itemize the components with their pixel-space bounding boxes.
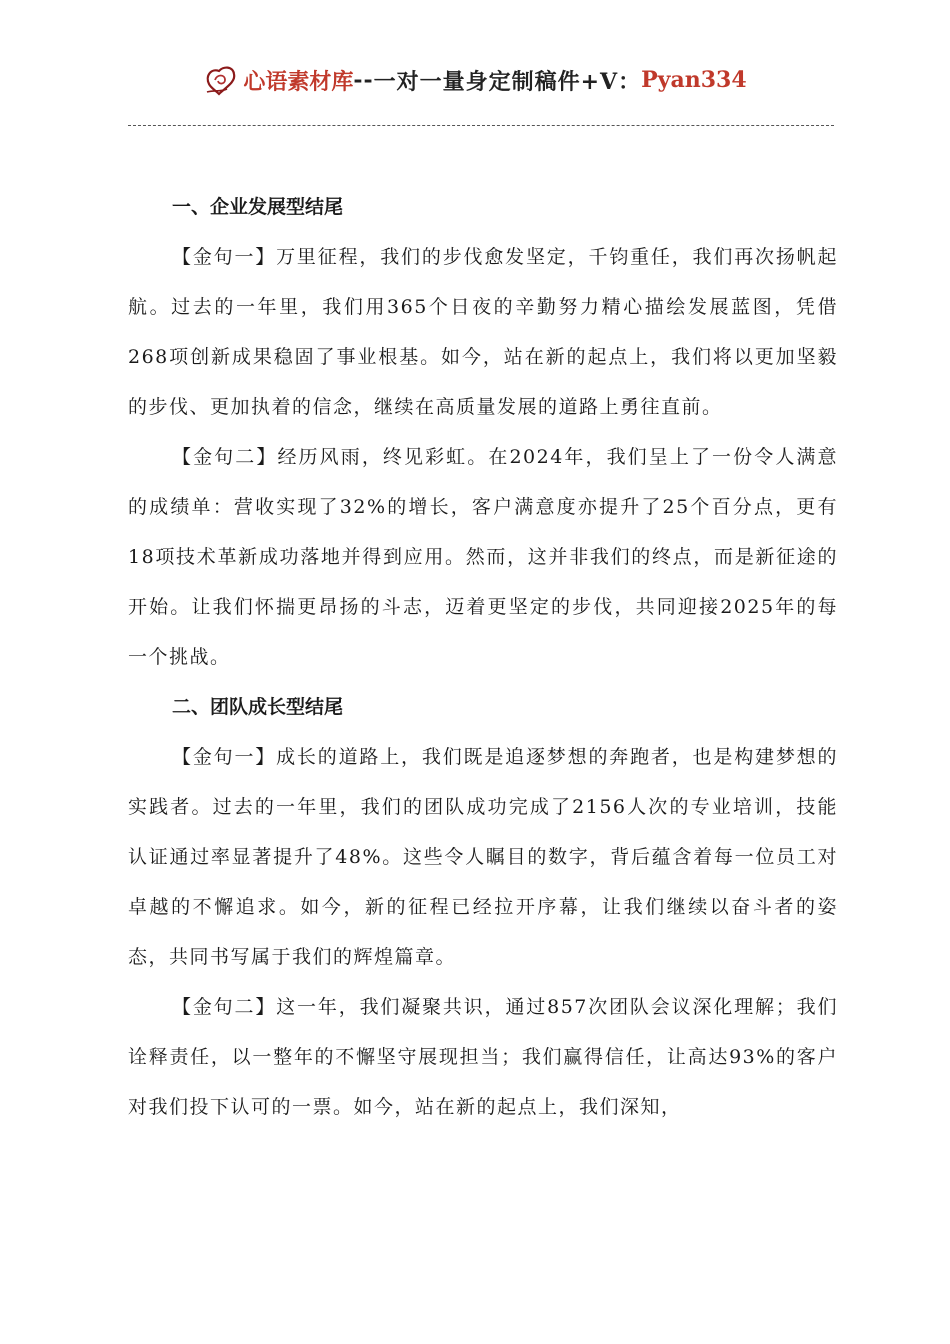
brand-name: 心语素材库 — [243, 68, 354, 95]
paragraph: 【金句二】经历风雨，终见彩虹。在2024年，我们呈上了一份令人满意的成绩单：营收实现了32%的增长，客户满意度亦提升了25个百分点，更有18项技术革新成功落地并得到应用。然而，这并非我们的终点，而是新征途的开始。让我们怀揣更昂扬的斗志，迈着更坚定的步伐，共同迎接2025年的每一个挑战。 — [128, 446, 838, 668]
header-tagline: 一对一量身定制稿件+V： — [373, 68, 642, 95]
heart-swirl-logo-icon — [203, 62, 241, 98]
paragraph: 【金句二】这一年，我们凝聚共识，通过857次团队会议深化理解；我们诠释责任，以一整年的不懈坚守展现担当；我们赢得信任，让高达93%的客户对我们投下认可的一票。如今，站在新的起点上，我们深知， — [128, 996, 838, 1118]
brand-separator: -- — [353, 67, 374, 93]
section-heading: 一、企业发展型结尾 — [172, 196, 344, 218]
paragraph: 【金句一】万里征程，我们的步伐愈发坚定，千钧重任，我们再次扬帆起航。过去的一年里，我们用365个日夜的辛勤努力精心描绘发展蓝图，凭借268项创新成果稳固了事业根基。如今，站在新的起点上，我们将以更加坚毅的步伐、更加执着的信念，继续在高质量发展的道路上勇往直前。 — [128, 246, 838, 418]
document-body — [128, 182, 838, 1132]
paragraph: 【金句一】成长的道路上，我们既是追逐梦想的奔跑者，也是构建梦想的实践者。过去的一年里，我们的团队成功完成了2156人次的专业培训，技能认证通过率显著提升了48%。这些令人瞩目的数字，背后蕴含着每一位员工对卓越的不懈追求。如今，新的征程已经拉开序幕，让我们继续以奋斗者的姿态，共同书写属于我们的辉煌篇章。 — [128, 746, 838, 968]
header-contact: Pyan334 — [641, 67, 747, 93]
page-header — [0, 60, 950, 100]
section-heading: 二、团队成长型结尾 — [172, 696, 344, 718]
header-divider — [128, 125, 834, 126]
